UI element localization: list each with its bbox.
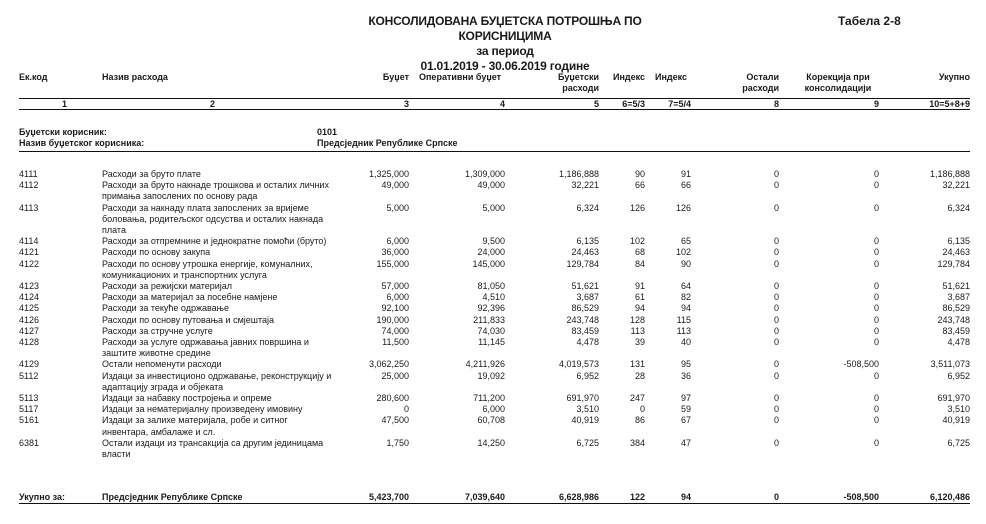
total-row: [19, 492, 970, 504]
col-number-7: 7=5/4: [668, 99, 691, 109]
row-code: 4125: [19, 303, 40, 314]
col-header-other-expenses: [699, 72, 779, 94]
row-total: 86,529: [942, 303, 970, 314]
row-expenses: 6,952: [576, 370, 599, 381]
budget-user-code-label: Буџетски корисник:: [19, 127, 107, 137]
row-budget: 3,062,250: [368, 359, 409, 370]
row-correction: 0: [873, 202, 879, 213]
total-label: Укупно за:: [19, 492, 65, 502]
row-name: Издаци за инвестиционо одржавање, реконструкцију и адаптацију зграда и објеката: [102, 370, 332, 392]
row-name: Издаци за нематеријалну произведену имовину: [102, 404, 303, 415]
col-header-code: Ек.код: [19, 72, 48, 82]
row-code: 5112: [19, 370, 39, 381]
table-row: [19, 371, 970, 393]
row-index1: 61: [634, 292, 645, 303]
budget-user-info: [19, 127, 970, 152]
row-index2: 82: [680, 292, 691, 303]
row-other: 0: [773, 370, 779, 381]
row-index1: 126: [629, 202, 645, 213]
row-code: 4129: [19, 359, 40, 370]
row-expenses: 1,186,888: [558, 169, 599, 179]
row-budget: 74,000: [381, 325, 409, 336]
row-other: 0: [773, 258, 779, 269]
col-header-other-expenses-line2: расходи: [742, 83, 779, 93]
row-total: 6,135: [947, 236, 970, 247]
row-total: 3,687: [947, 292, 970, 303]
row-name: Остали издаци из трансакција са другим јединицама власти: [102, 437, 324, 460]
row-correction: 0: [873, 303, 879, 314]
row-other: 0: [773, 325, 779, 336]
row-index1: 113: [630, 325, 645, 336]
row-expenses: 6,725: [576, 437, 599, 448]
total-budget: 5,423,700: [368, 492, 409, 502]
report-period: 01.01.2019 - 30.06.2019 године: [420, 59, 590, 73]
row-index1: 39: [634, 337, 645, 348]
row-index2: 59: [680, 404, 691, 415]
row-name: Расходи за бруто накнаде трошкова и осталих личних примања запослених по основу рада: [102, 180, 329, 202]
row-index2: 40: [680, 337, 691, 348]
row-name: Расходи за услуге одржавања јавних површина и заштите животне средине: [102, 337, 309, 359]
table-row: [19, 438, 970, 460]
row-operative: 60,708: [477, 415, 505, 426]
row-index1: 247: [629, 393, 645, 404]
row-index2: 91: [680, 169, 691, 179]
row-index1: 86: [634, 415, 645, 426]
row-budget: 1,750: [386, 437, 409, 448]
table-row: [19, 292, 970, 303]
row-budget: 190,000: [376, 314, 409, 325]
row-code: 4112: [19, 180, 39, 191]
col-header-index2: Индекс: [655, 72, 688, 82]
row-total: 3,511,073: [930, 359, 970, 370]
col-header-correction: [793, 72, 883, 94]
col-number-5: 5: [593, 99, 599, 109]
col-number-8: 8: [773, 99, 779, 109]
row-name: Расходи за текуће одржавање: [102, 303, 229, 314]
row-budget: 92,100: [381, 303, 409, 314]
row-budget: 49,000: [381, 180, 409, 191]
row-code: 4127: [19, 325, 40, 336]
table-label: Табела 2-8: [838, 14, 901, 28]
table-row: [19, 404, 970, 415]
row-budget: 6,000: [386, 236, 409, 247]
row-expenses: 40,919: [571, 415, 599, 426]
col-header-correction-line1: Корекција при: [806, 72, 870, 82]
row-expenses: 129,784: [566, 258, 599, 269]
row-code: 4121: [19, 247, 40, 258]
row-index1: 66: [634, 180, 645, 191]
report-subtitle: за период: [476, 44, 534, 58]
row-index2: 126: [675, 202, 691, 213]
row-other: 0: [773, 337, 779, 348]
column-number-row: [19, 98, 970, 110]
row-total: 24,463: [942, 247, 970, 258]
row-budget: 11,500: [382, 337, 409, 348]
row-expenses: 51,621: [571, 281, 599, 292]
row-expenses: 86,529: [571, 303, 599, 314]
row-operative: 92,396: [477, 303, 505, 314]
row-expenses: 243,748: [566, 314, 599, 325]
row-correction: 0: [873, 325, 879, 336]
row-other: 0: [773, 281, 779, 292]
row-index2: 67: [680, 415, 691, 426]
row-total: 40,919: [942, 415, 970, 426]
col-header-other-expenses-line1: Остали: [746, 72, 779, 82]
row-index1: 131: [629, 359, 645, 370]
row-other: 0: [773, 359, 779, 370]
row-other: 0: [773, 247, 779, 258]
row-operative: 81,050: [477, 281, 505, 292]
table-row: [19, 359, 970, 370]
row-budget: 280,600: [376, 393, 409, 404]
col-number-4: 4: [499, 99, 505, 109]
table-row: [19, 236, 970, 247]
col-header-budget-expenses-line1: Буџетски: [557, 72, 599, 82]
row-total: 32,221: [942, 180, 970, 191]
total-other: 0: [773, 492, 779, 502]
row-code: 4126: [19, 314, 40, 325]
row-other: 0: [773, 169, 779, 179]
row-correction: 0: [873, 337, 879, 348]
row-index2: 90: [680, 258, 691, 269]
row-correction: 0: [873, 314, 879, 325]
row-budget: 25,000: [381, 370, 409, 381]
row-expenses: 6,324: [576, 202, 599, 213]
col-number-3: 3: [403, 99, 409, 109]
row-total: 243,748: [937, 314, 970, 325]
row-other: 0: [773, 314, 779, 325]
table-row: [19, 326, 970, 337]
row-expenses: 4,478: [576, 337, 599, 348]
row-other: 0: [773, 415, 779, 426]
table-row: [19, 337, 970, 359]
column-headers: [19, 72, 970, 98]
row-operative: 6,000: [482, 404, 505, 415]
row-total: 6,324: [947, 202, 970, 213]
row-index2: 64: [680, 281, 691, 292]
total-index2: 94: [680, 492, 691, 502]
row-other: 0: [773, 393, 779, 404]
row-other: 0: [773, 202, 779, 213]
row-index1: 128: [629, 314, 645, 325]
row-name: Расходи за бруто плате: [102, 169, 201, 179]
row-index1: 28: [634, 370, 645, 381]
row-code: 4114: [19, 236, 39, 247]
row-index2: 102: [675, 247, 691, 258]
report-title: КОНСОЛИДОВАНА БУЏЕТСКА ПОТРОШЊА ПО КОРИСНИЦИМА: [368, 14, 642, 43]
table-row: [19, 415, 970, 437]
row-operative: 1,309,000: [464, 169, 505, 179]
row-name: Расходи за режијски материјал: [102, 281, 233, 292]
row-correction: 0: [873, 169, 879, 179]
row-index1: 0: [639, 404, 645, 415]
total-total: 6,120,486: [929, 492, 970, 502]
row-correction: 0: [873, 415, 879, 426]
table-row: [19, 393, 970, 404]
row-operative: 4,211,926: [465, 359, 505, 370]
col-header-correction-line2: консолидацији: [804, 83, 872, 93]
row-correction: 0: [873, 393, 879, 404]
row-correction: 0: [873, 180, 879, 191]
col-header-index1: Индекс: [613, 72, 646, 82]
row-name: Расходи за стручне услуге: [102, 325, 213, 336]
row-correction: 0: [873, 236, 879, 247]
row-index1: 90: [634, 169, 645, 179]
row-operative: 4,510: [482, 292, 505, 303]
row-correction: 0: [873, 292, 879, 303]
row-other: 0: [773, 292, 779, 303]
col-number-1: 1: [61, 99, 67, 109]
expense-table-body: [19, 169, 970, 460]
row-operative: 19,092: [477, 370, 505, 381]
row-operative: 24,000: [477, 247, 505, 258]
row-index1: 94: [634, 303, 645, 314]
row-total: 83,459: [942, 325, 970, 336]
col-number-9: 9: [873, 99, 879, 109]
row-index2: 97: [680, 393, 691, 404]
col-header-budget-expenses-line2: расходи: [562, 83, 599, 93]
row-index1: 384: [629, 437, 645, 448]
row-correction: 0: [873, 437, 879, 448]
row-other: 0: [773, 236, 779, 247]
row-index2: 47: [680, 437, 691, 448]
table-row: [19, 203, 970, 237]
row-index2: 115: [676, 314, 691, 325]
row-index2: 66: [680, 180, 691, 191]
table-row: [19, 169, 970, 180]
total-user-name: Предсједник Републике Српске: [102, 492, 243, 502]
row-index2: 94: [680, 303, 691, 314]
row-expenses: 691,970: [566, 393, 599, 404]
row-expenses: 3,510: [576, 404, 599, 415]
col-header-budget: Буџет: [382, 72, 409, 82]
row-name: Расходи за накнаду плата запослених за вријеме боловања, родитељског одсуства и осталих накнада плата: [102, 202, 324, 236]
row-total: 1,186,888: [929, 169, 970, 179]
col-number-10: 10=5+8+9: [929, 99, 970, 109]
row-budget: 155,000: [376, 258, 409, 269]
row-name: Издаци за набавку постројења и опреме: [102, 393, 272, 404]
budget-user-name-value: Предсједник Републике Српске: [317, 138, 458, 148]
row-name: Расходи за отпремнине и једнократне помоћи (бруто): [102, 236, 327, 247]
row-correction: 0: [873, 247, 879, 258]
row-expenses: 3,687: [576, 292, 599, 303]
row-budget: 1,325,000: [368, 169, 409, 179]
row-operative: 711,200: [473, 393, 505, 404]
row-budget: 6,000: [386, 292, 409, 303]
row-correction: 0: [873, 404, 879, 415]
row-code: 4111: [19, 169, 38, 179]
row-index1: 84: [634, 258, 645, 269]
row-expenses: 6,135: [576, 236, 599, 247]
row-expenses: 32,221: [571, 180, 599, 191]
row-other: 0: [773, 180, 779, 191]
budget-user-code-value: 0101: [317, 127, 338, 137]
row-correction: -508,500: [843, 359, 879, 370]
total-correction: -508,500: [843, 492, 879, 502]
row-budget: 36,000: [381, 247, 409, 258]
report-title-block: [330, 14, 680, 74]
row-index1: 102: [629, 236, 645, 247]
row-name: Расходи по основу утрошка енергије, комуналних, комуникационих и транспортних услуга: [102, 258, 313, 280]
row-total: 691,970: [937, 393, 970, 404]
row-budget: 57,000: [381, 281, 409, 292]
budget-user-name-label: Назив буџетског корисника:: [19, 138, 145, 148]
row-operative: 14,250: [477, 437, 505, 448]
row-expenses: 4,019,573: [558, 359, 599, 370]
col-header-total: Укупно: [938, 72, 970, 82]
row-index2: 95: [680, 359, 691, 370]
row-budget: 5,000: [386, 202, 409, 213]
row-total: 3,510: [947, 404, 970, 415]
row-operative: 74,030: [477, 325, 505, 336]
table-row: [19, 315, 970, 326]
row-code: 4113: [19, 202, 39, 213]
row-operative: 211,833: [473, 314, 505, 325]
row-operative: 145,000: [472, 258, 505, 269]
row-name: Издаци за залихе материјала, робе и ситног инвентара, амбалаже и сл.: [102, 415, 288, 437]
col-header-name: Назив расхода: [102, 72, 168, 82]
col-header-budget-expenses: [509, 72, 599, 94]
row-name: Расходи за материјал за посебне намјене: [102, 292, 278, 303]
row-total: 4,478: [947, 337, 970, 348]
row-code: 5117: [19, 404, 39, 415]
row-name: Расходи по основу путовања и смјештаја: [102, 314, 275, 325]
row-index2: 36: [680, 370, 691, 381]
row-expenses: 24,463: [571, 247, 599, 258]
row-other: 0: [773, 404, 779, 415]
row-code: 4124: [19, 292, 40, 303]
table-row: [19, 303, 970, 314]
row-correction: 0: [873, 370, 879, 381]
row-total: 6,952: [947, 370, 970, 381]
row-correction: 0: [873, 281, 879, 292]
total-operative: 7,039,640: [464, 492, 505, 502]
table-row: [19, 247, 970, 258]
row-operative: 11,145: [478, 337, 505, 348]
row-code: 5161: [19, 415, 40, 426]
row-code: 4122: [19, 258, 40, 269]
col-number-2: 2: [209, 99, 215, 109]
row-code: 4123: [19, 281, 40, 292]
row-other: 0: [773, 437, 779, 448]
col-header-operative-budget: Оперативни буџет: [419, 72, 502, 82]
table-row: [19, 259, 970, 281]
row-index2: 113: [676, 325, 691, 336]
row-code: 5113: [19, 393, 39, 404]
row-index1: 68: [634, 247, 645, 258]
row-budget: 0: [403, 404, 409, 415]
total-expenses: 6,628,986: [558, 492, 599, 502]
total-index1: 122: [629, 492, 645, 502]
table-row: [19, 180, 970, 202]
row-operative: 49,000: [477, 180, 505, 191]
row-total: 6,725: [947, 437, 970, 448]
row-total: 129,784: [937, 258, 970, 269]
row-name: Остали непоменути расходи: [102, 359, 222, 370]
row-other: 0: [773, 303, 779, 314]
row-index2: 65: [680, 236, 691, 247]
row-total: 51,621: [942, 281, 970, 292]
row-expenses: 83,459: [571, 325, 599, 336]
row-operative: 9,500: [482, 236, 505, 247]
row-name: Расходи по основу закупа: [102, 247, 211, 258]
row-correction: 0: [873, 258, 879, 269]
row-index1: 91: [634, 281, 645, 292]
table-row: [19, 281, 970, 292]
row-operative: 5,000: [482, 202, 505, 213]
row-code: 4128: [19, 337, 40, 348]
col-number-6: 6=5/3: [622, 99, 645, 109]
row-budget: 47,500: [381, 415, 409, 426]
row-code: 6381: [19, 437, 40, 448]
